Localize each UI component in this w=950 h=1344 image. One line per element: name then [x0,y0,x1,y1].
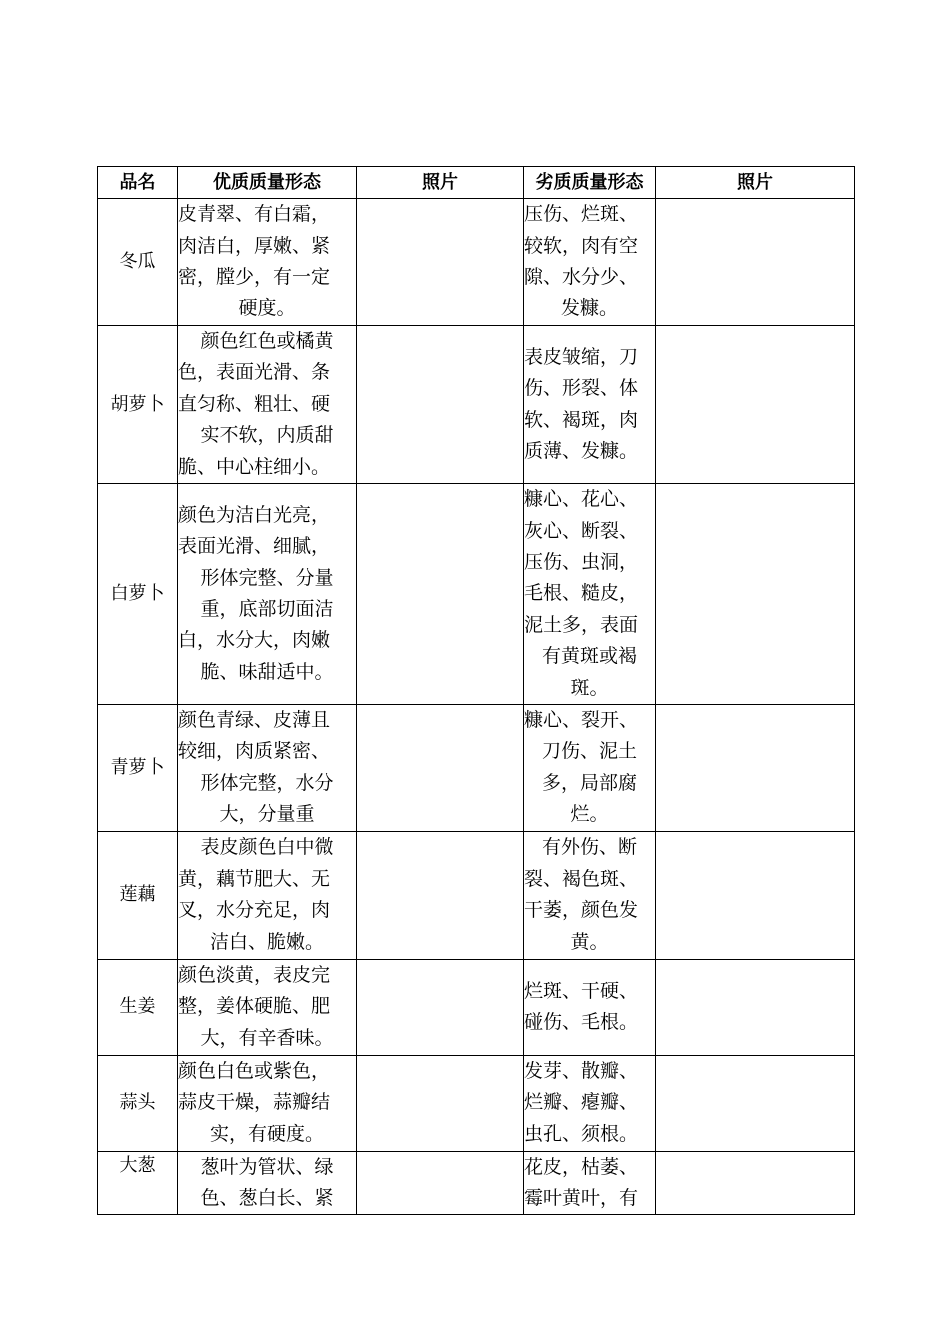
product-name: 胡萝卜 [98,326,178,484]
good-photo-cell [357,959,524,1055]
bad-line: 烂斑、干硬、 [524,979,639,1002]
good-line: 表面光滑、细腻， [178,535,331,558]
bad-photo-cell [656,1055,855,1151]
good-line: 实不软，内质甜 [200,424,334,447]
bad-quality-description [524,831,656,959]
good-line: 大，分量重 [219,803,315,826]
header-bad-quality: 劣质质量形态 [524,167,656,199]
product-name: 莲藕 [98,831,178,959]
bad-quality-description [524,1055,656,1151]
good-line: 密，膛少，有一定 [178,266,331,288]
bad-quality-description [524,484,656,705]
table-row [98,705,855,832]
table-header-row [98,167,855,199]
table-row [98,1151,855,1215]
bad-line: 斑。 [570,676,609,699]
good-line: 叉，水分充足，肉 [178,899,331,922]
bad-line: 压伤、虫洞， [524,550,639,573]
bad-photo-cell [656,326,855,484]
bad-line: 黄。 [570,930,609,953]
bad-line: 质薄、发糠。 [524,439,639,462]
bad-quality-description [524,199,656,326]
good-line: 表皮颜色白中微 [200,836,334,859]
bad-line: 发糠。 [560,297,618,320]
good-line: 大，有辛香味。 [200,1026,334,1049]
bad-photo-cell [656,705,855,832]
bad-line: 霉叶黄叶，有 [524,1187,639,1210]
table-row [98,326,855,484]
bad-line: 糠心、裂开、 [524,709,639,732]
bad-line: 刀伤、泥土 [541,740,637,763]
good-line: 色、葱白长、紧 [200,1187,334,1210]
good-quality-description [178,831,357,959]
bad-quality-description [524,326,656,484]
good-photo-cell [357,1055,524,1151]
good-line: 形体完整、分量 [200,566,334,589]
good-line: 重，底部切面洁 [200,598,334,621]
table-row [98,1055,855,1151]
bad-photo-cell [656,1151,855,1215]
product-name: 大葱 [98,1151,178,1215]
good-line: 葱叶为管状、绿 [200,1155,334,1178]
bad-line: 干萎，颜色发 [524,899,639,922]
good-quality-description [178,1055,357,1151]
bad-line: 压伤、烂斑、 [524,203,639,226]
good-line: 颜色淡黄，表皮完 [178,964,331,987]
table-row [98,199,855,326]
bad-line: 虫孔、须根。 [524,1122,639,1145]
bad-quality-description [524,1151,656,1215]
good-line: 皮青翠、有白霜， [178,203,331,226]
good-photo-cell [357,831,524,959]
good-line: 颜色红色或橘黄 [200,330,334,352]
bad-line: 毛根、糙皮， [524,582,639,605]
bad-line: 发芽、散瓣、 [524,1060,639,1083]
bad-line: 泥土多，表面 [524,613,639,636]
good-quality-description [178,326,357,484]
good-quality-description [178,959,357,1055]
good-quality-description [178,484,357,705]
bad-photo-cell [656,831,855,959]
bad-photo-cell [656,484,855,705]
table-row [98,831,855,959]
bad-line: 灰心、断裂、 [524,519,639,542]
bad-line: 碰伤、毛根。 [524,1011,639,1034]
bad-line: 糠心、花心、 [524,488,639,511]
good-line: 直匀称、粗壮、硬 [178,392,331,415]
product-name: 青萝卜 [98,705,178,832]
good-photo-cell [357,484,524,705]
header-good-quality: 优质质量形态 [178,167,357,199]
bad-photo-cell [656,199,855,326]
good-photo-cell [357,326,524,484]
bad-line: 隙、水分少、 [524,266,639,288]
bad-line: 伤、形裂、体 [524,377,639,400]
good-line: 蒜皮干燥，蒜瓣结 [178,1091,331,1114]
bad-line: 表皮皱缩，刀 [524,345,639,368]
product-name: 生姜 [98,959,178,1055]
good-quality-description [178,1151,357,1215]
good-quality-description [178,705,357,832]
header-product-name: 品名 [98,167,178,199]
table-row [98,959,855,1055]
good-line: 脆、味甜适中。 [200,660,334,683]
bad-line: 有外伤、断 [541,836,637,859]
good-line: 脆、中心柱细小。 [178,455,331,478]
product-name: 蒜头 [98,1055,178,1151]
bad-line: 软、褐斑，肉 [524,408,639,431]
product-name: 冬瓜 [98,199,178,326]
bad-photo-cell [656,959,855,1055]
bad-quality-description [524,705,656,832]
header-photo-good: 照片 [357,167,524,199]
vegetable-quality-table [97,166,855,1215]
good-line: 颜色为洁白光亮， [178,503,331,526]
good-line: 较细，肉质紧密、 [178,740,331,763]
bad-line: 烂瓣、瘪瓣、 [524,1091,639,1114]
header-photo-bad: 照片 [656,167,855,199]
bad-line: 较软，肉有空 [524,234,639,257]
good-line: 形体完整，水分 [200,771,334,794]
good-quality-description [178,199,357,326]
bad-line: 多，局部腐 [541,771,637,794]
product-name: 白萝卜 [98,484,178,705]
bad-line: 花皮，枯萎、 [524,1155,639,1178]
good-photo-cell [357,705,524,832]
good-line: 肉洁白，厚嫩、紧 [178,234,331,257]
good-line: 实，有硬度。 [209,1122,324,1145]
good-line: 硬度。 [238,297,296,320]
good-line: 黄，藕节肥大、无 [178,867,331,890]
good-line: 颜色青绿、皮薄且 [178,709,331,732]
bad-line: 裂、褐色斑、 [524,867,639,890]
bad-quality-description [524,959,656,1055]
good-photo-cell [357,1151,524,1215]
bad-line: 烂。 [570,803,609,826]
good-line: 色，表面光滑、条 [178,361,331,384]
good-line: 颜色白色或紫色， [178,1060,331,1083]
bad-line: 有黄斑或褐 [541,645,637,668]
good-line: 整，姜体硬脆、肥 [178,995,331,1018]
good-line: 白，水分大，肉嫩 [178,629,331,652]
good-line: 洁白、脆嫩。 [209,930,324,953]
good-photo-cell [357,199,524,326]
table-row [98,484,855,705]
